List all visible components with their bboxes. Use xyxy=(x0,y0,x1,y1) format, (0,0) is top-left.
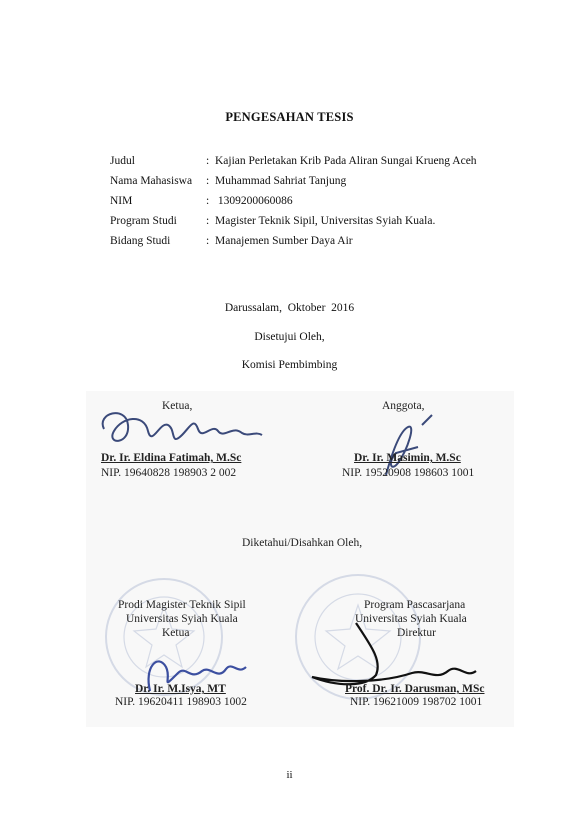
signature-director xyxy=(312,623,476,684)
thesis-info xyxy=(110,151,477,251)
program-line2: Universitas Syiah Kuala xyxy=(126,613,238,625)
signature-chair xyxy=(103,413,262,441)
committee-label: Komisi Pembimbing xyxy=(241,359,338,371)
info-value: Magister Teknik Sipil, Universitas Syiah Kuala. xyxy=(215,215,436,227)
info-row-nim xyxy=(110,191,477,211)
signature-scan xyxy=(86,391,514,727)
approved-by-label: Disetujui Oleh, xyxy=(254,331,325,343)
info-value: Kajian Perletakan Krib Pada Aliran Sungai Krueng Aceh xyxy=(215,155,477,167)
info-label: Program Studi xyxy=(110,215,177,227)
program-line1: Prodi Magister Teknik Sipil xyxy=(118,599,246,611)
chair-role: Ketua, xyxy=(162,400,193,412)
stamps-and-signatures xyxy=(86,391,514,727)
info-value: Manajemen Sumber Daya Air xyxy=(215,235,353,247)
director-name: Prof. Dr. Ir. Darusman, MSc xyxy=(345,683,485,695)
graduate-line1: Program Pascasarjana xyxy=(364,599,466,611)
member-role: Anggota, xyxy=(382,400,425,412)
program-head-nip: NIP. 19620411 198903 1002 xyxy=(115,696,247,708)
member-name: Dr. Ir. Masimin, M.Sc xyxy=(354,452,461,464)
signature-member xyxy=(386,415,432,475)
program-role: Ketua xyxy=(162,627,190,639)
info-value: Muhammad Sahriat Tanjung xyxy=(215,175,347,187)
info-colon: : xyxy=(206,195,210,207)
place-date: Darussalam, Oktober 2016 xyxy=(224,302,355,314)
info-label: Bidang Studi xyxy=(110,235,171,247)
info-label: Nama Mahasiswa xyxy=(110,175,193,187)
page-number: ii xyxy=(286,769,293,781)
director-nip: NIP. 19621009 198702 1001 xyxy=(350,696,483,708)
info-colon: : xyxy=(206,235,210,247)
acknowledged-label: Diketahui/Disahkan Oleh, xyxy=(242,537,363,549)
info-label: Judul xyxy=(110,155,135,167)
info-colon: : xyxy=(206,155,210,167)
info-value: 1309200060086 xyxy=(215,195,293,207)
info-colon: : xyxy=(206,215,210,227)
program-head-name: Dr. Ir. M.Isya, MT xyxy=(135,683,226,695)
info-row-program xyxy=(110,211,477,231)
chair-name: Dr. Ir. Eldina Fatimah, M.Sc xyxy=(101,452,242,464)
member-nip: NIP. 19520908 198603 1001 xyxy=(342,467,475,479)
info-row-bidang xyxy=(110,231,477,251)
chair-nip: NIP. 19640828 198903 2 002 xyxy=(101,467,237,479)
info-label: NIM xyxy=(110,195,133,207)
info-row-judul xyxy=(110,151,477,171)
graduate-role: Direktur xyxy=(397,627,436,639)
page-title: PENGESAHAN TESIS xyxy=(225,110,354,124)
info-colon: : xyxy=(206,175,210,187)
info-row-nama xyxy=(110,171,477,191)
graduate-line2: Universitas Syiah Kuala xyxy=(355,613,467,625)
